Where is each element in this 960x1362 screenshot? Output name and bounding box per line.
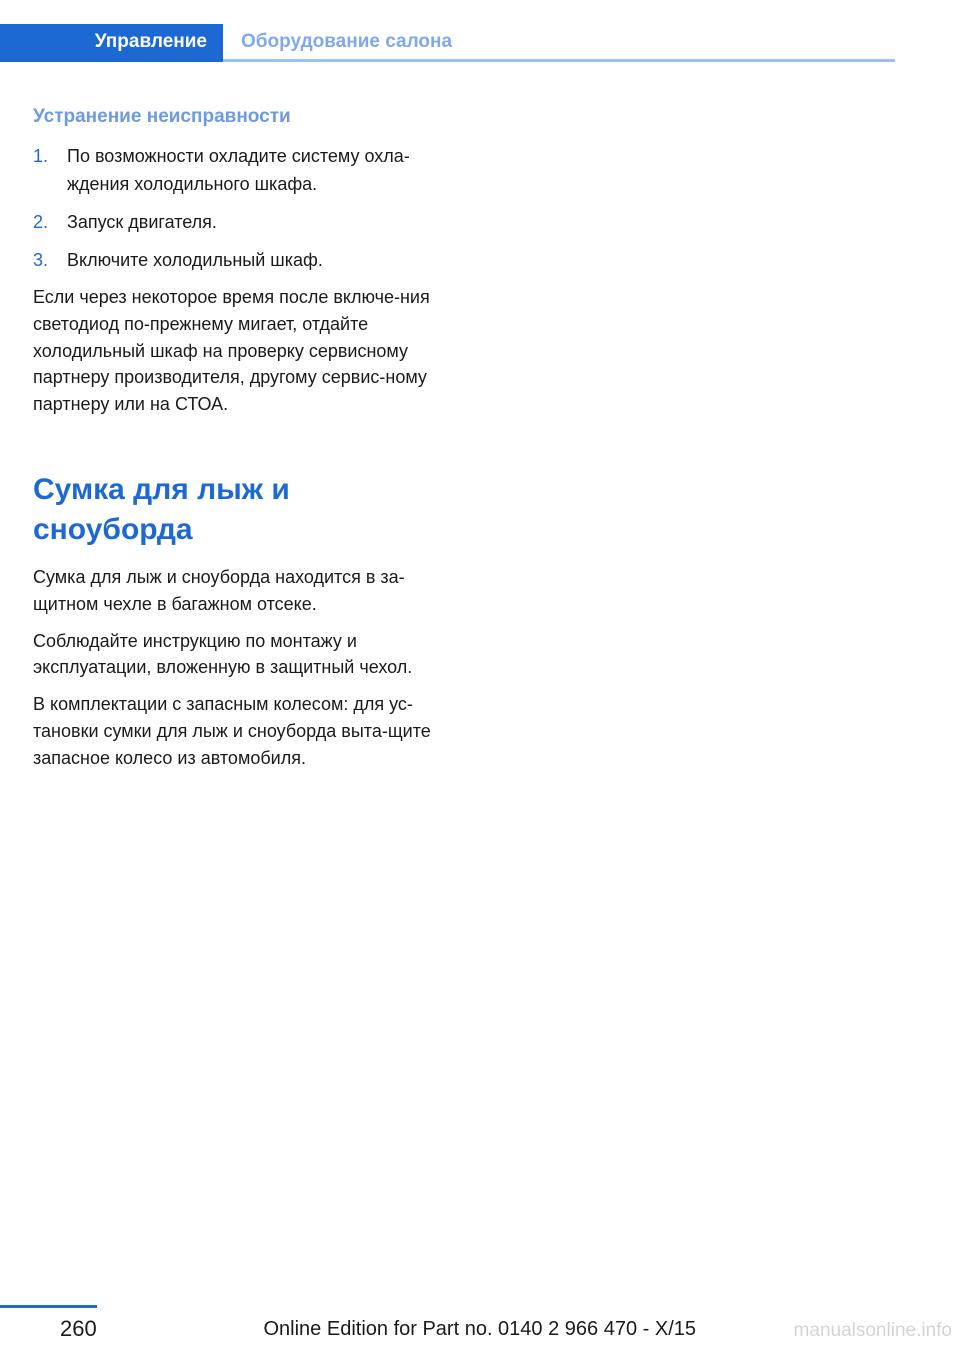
- step-text: Включите холодильный шкаф.: [67, 250, 323, 270]
- header-tab-controls-label: Управление: [94, 31, 207, 52]
- footer-rule: [0, 1305, 97, 1308]
- header-tab-controls[interactable]: [0, 24, 223, 62]
- step-item: [33, 246, 448, 274]
- step-number: 3.: [33, 250, 49, 270]
- ski-bag-paragraph: В комплектации с запасным колесом: для ус-тановки сумки для лыж и сноуборда выта-щите запасное колесо из автомобиля.: [33, 694, 431, 768]
- troubleshooting-steps: [33, 142, 448, 274]
- step-item: [33, 208, 448, 236]
- step-item: [33, 142, 448, 198]
- troubleshooting-paragraph: Если через некоторое время после включе-ния светодиод по-прежнему мигает, отдайте холодильный шкаф на проверку сервисному партнеру производителя, другому сервис-ному партнеру или на СТОА.: [33, 287, 430, 415]
- main-content: [33, 100, 448, 782]
- header-tab-interior-equipment[interactable]: Оборудование салона: [241, 31, 453, 52]
- watermark[interactable]: manualsonline.info: [793, 1320, 952, 1341]
- header-rule: [223, 59, 895, 62]
- troubleshooting-heading: Устранение неисправности: [33, 106, 291, 127]
- header-bar: [0, 24, 895, 62]
- page-number: 260: [60, 1316, 97, 1341]
- ski-bag-paragraph: Соблюдайте инструкцию по монтажу и эксплуатации, вложенную в защитный чехол.: [33, 630, 413, 678]
- edition-footer: Online Edition for Part no. 0140 2 966 470 - X/15: [263, 1318, 696, 1340]
- ski-bag-paragraph: Сумка для лыж и сноуборда находится в за-щитном чехле в багажном отсеке.: [33, 566, 405, 614]
- step-text: По возможности охладите систему охла-ждения холодильного шкафа.: [67, 146, 410, 194]
- ski-bag-heading: Сумка для лыж и сноуборда: [33, 472, 290, 546]
- step-number: 2.: [33, 212, 49, 232]
- step-number: 1.: [33, 146, 49, 166]
- step-text: Запуск двигателя.: [67, 212, 217, 232]
